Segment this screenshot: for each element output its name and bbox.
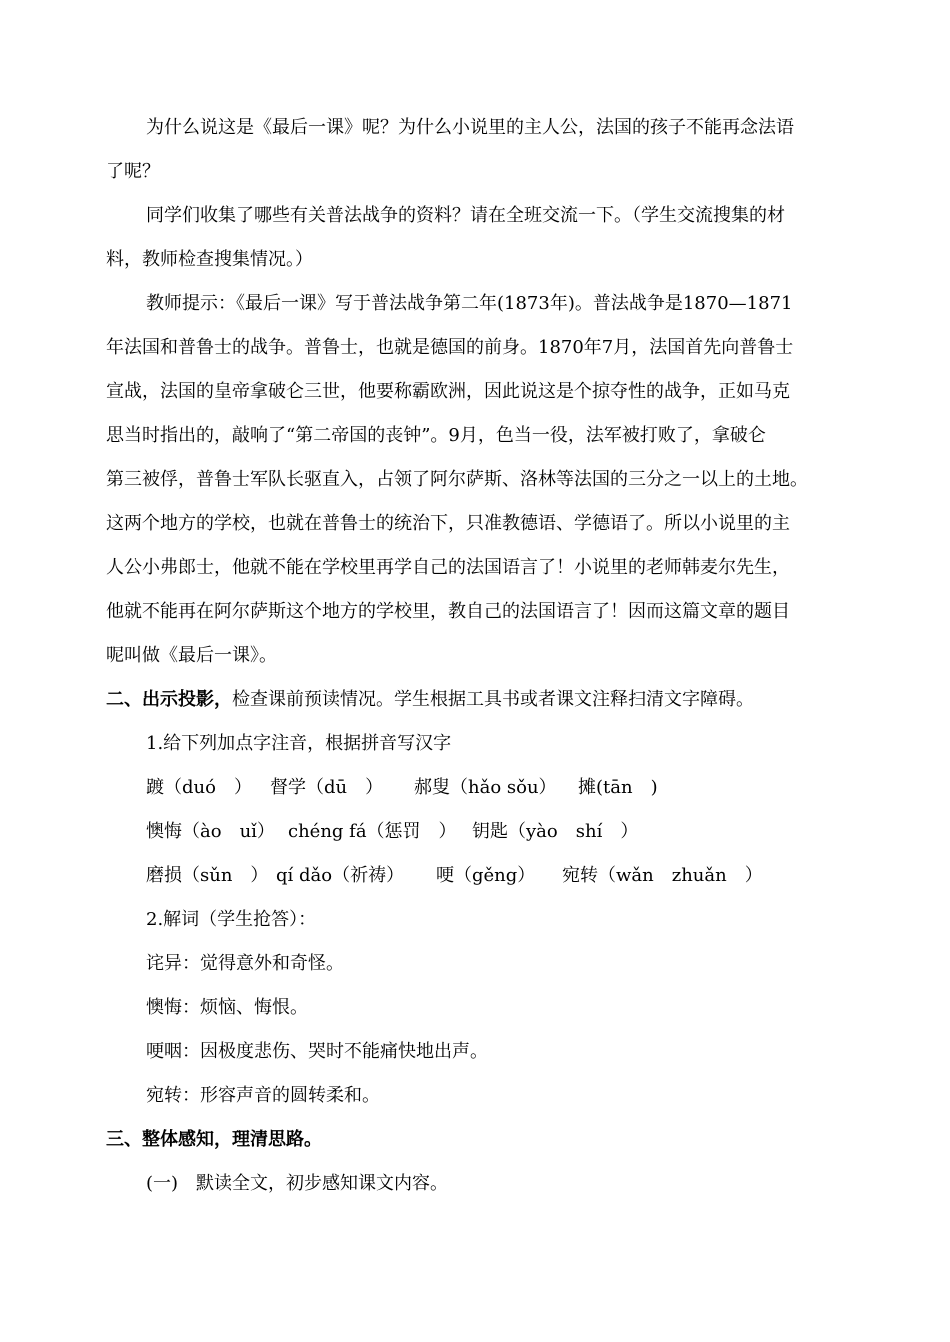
task2-instruction: 2.解词（学生抢答）： [146,909,317,930]
pinyin-item: qí dǎo（祈祷） [276,865,405,886]
pinyin-item: 懊悔（ào uǐ） [146,821,275,842]
para3-line: 人公小弗郎士，他就不能在学校里再学自己的法国语言了！小说里的老师韩麦尔先生， [106,557,790,578]
section2-heading-rest: 检查课前预读情况。学生根据工具书或者课文注释扫清文字障碍。 [232,689,754,710]
para3-line: 教师提示：《最后一课》写于普法战争第二年(1873年)。普法战争是1870—1871 [146,293,793,314]
pinyin-item: 钥匙（yào shí ） [472,821,639,842]
para3-line: 呢叫做《最后一课》。 [106,645,277,666]
pinyin-item: 磨损（sǔn ） [146,865,269,886]
para3-line: 他就不能再在阿尔萨斯这个地方的学校里，教自己的法国语言了！因而这篇文章的题目 [106,601,790,622]
para2-line2: 料，教师检查搜集情况。） [106,249,313,270]
para3-line: 第三被俘，普鲁士军队长驱直入，占领了阿尔萨斯、洛林等法国的三分之一以上的土地。 [106,469,808,490]
section2-heading: 二、出示投影， [106,689,232,710]
para1-line2: 了呢？ [106,161,160,182]
pinyin-item: chéng fá（惩罚 ） [288,821,457,842]
definition: 懊悔：烦恼、悔恨。 [146,997,308,1018]
section2-heading-line [106,688,754,712]
para3-line: 宣战，法国的皇帝拿破仑三世，他要称霸欧洲，因此说这是个掠夺性的战争，正如马克 [106,381,790,402]
para3-line: 年法国和普鲁士的战争。普鲁士，也就是德国的前身。1870年7月，法国首先向普鲁士 [106,337,794,358]
pinyin-item: 哽（gěng） [436,865,536,886]
definition: 诧异：觉得意外和奇怪。 [146,953,344,974]
section3-heading: 三、整体感知，理清思路。 [106,1129,322,1150]
pinyin-item: 摊(tān ) [578,777,658,798]
para3-line: 思当时指出的，敲响了“第二帝国的丧钟”。9月，色当一役，法军被打败了，拿破仑 [106,425,766,446]
para2-line1: 同学们收集了哪些有关普法战争的资料？请在全班交流一下。（学生交流搜集的材 [146,205,785,226]
definition: 哽咽：因极度悲伤、哭时不能痛快地出声。 [146,1041,488,1062]
pinyin-item: 宛转（wǎn zhuǎn ） [562,865,763,886]
definition: 宛转：形容声音的圆转柔和。 [146,1085,380,1106]
pinyin-item: 踱（duó ） [146,777,252,798]
para3-line: 这两个地方的学校，也就在普鲁士的统治下，只准教德语、学德语了。所以小说里的主 [106,513,790,534]
task1-instruction: 1.给下列加点字注音，根据拼音写汉字 [146,733,452,754]
para1-line1: 为什么说这是《最后一课》呢？为什么小说里的主人公，法国的孩子不能再念法语 [146,117,794,138]
pinyin-item: 督学（dū ） [270,777,384,798]
section3-item: (一) 默读全文，初步感知课文内容。 [146,1173,449,1194]
pinyin-item: 郝叟（hǎo sǒu） [414,777,557,798]
